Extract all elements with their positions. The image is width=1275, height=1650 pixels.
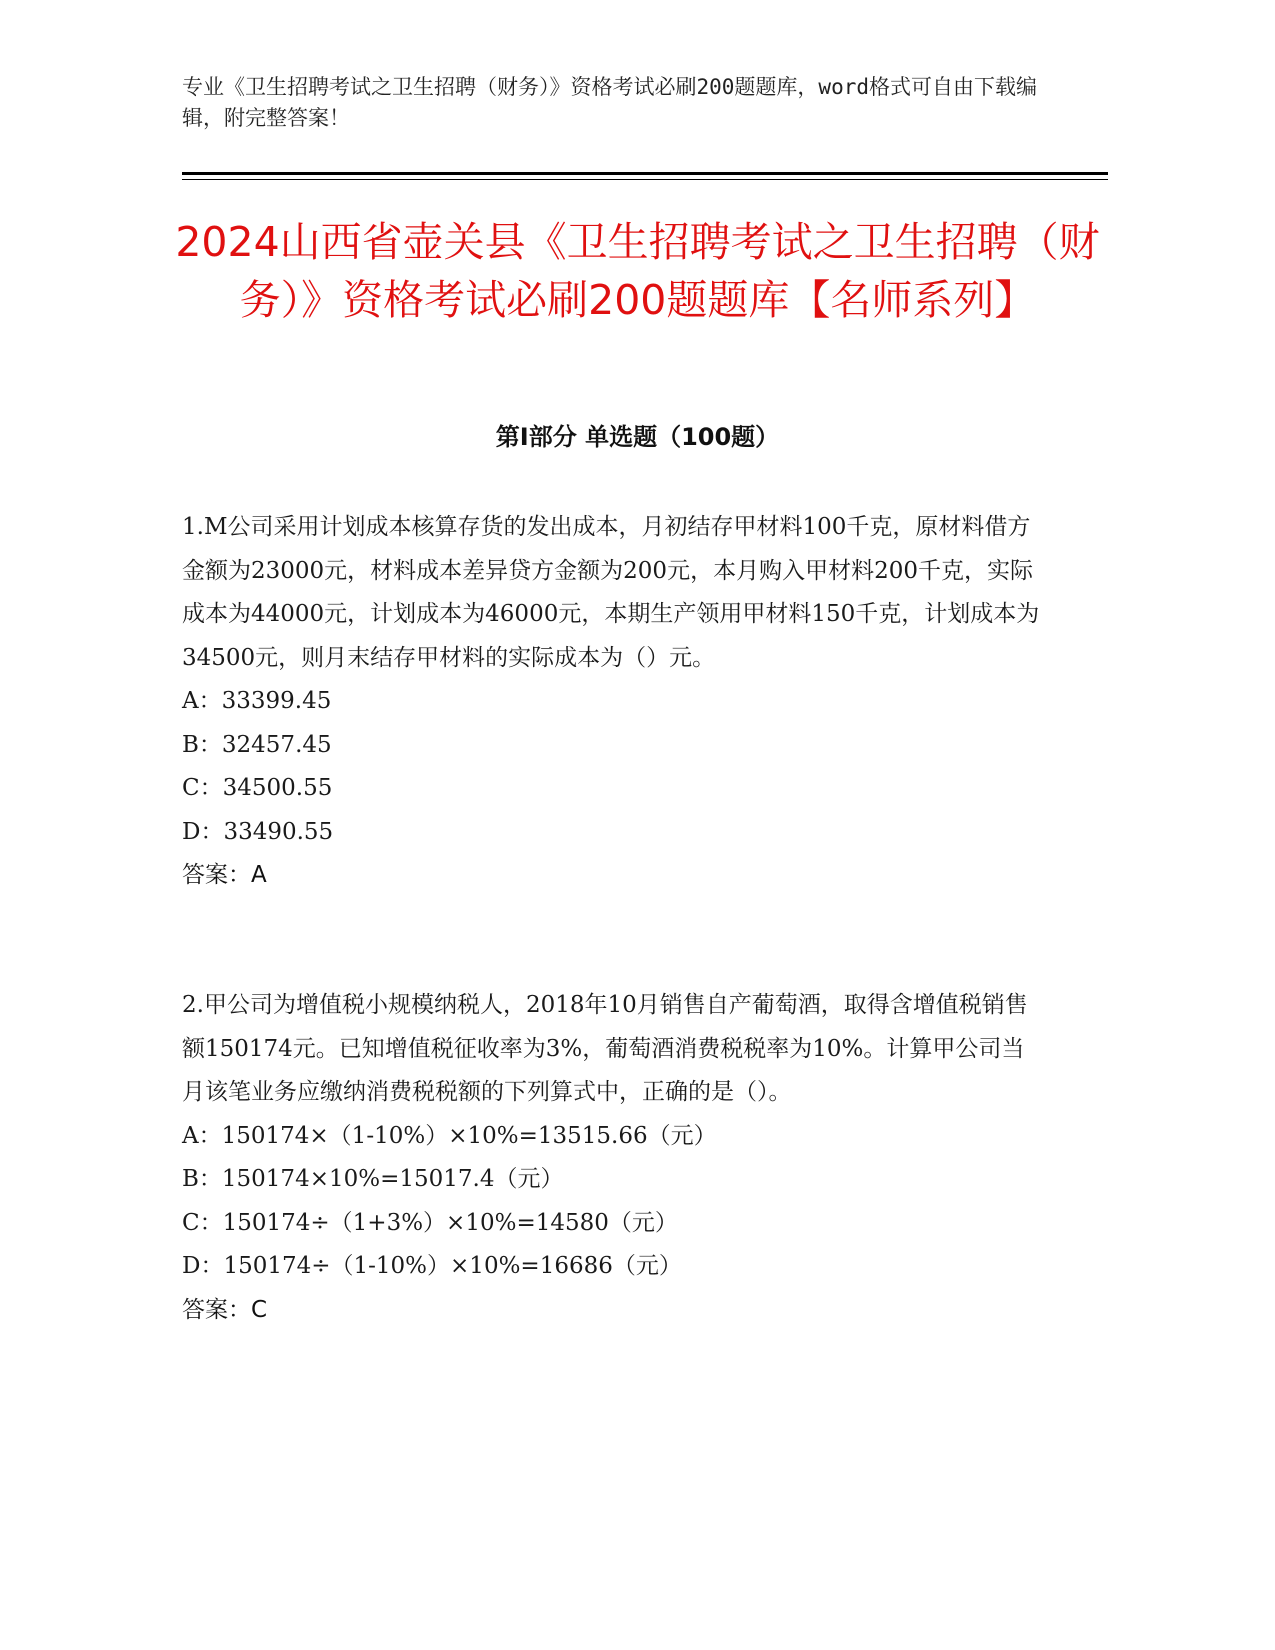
option-c: C：34500.55 — [182, 775, 333, 801]
option-a: A：150174×（1-10%）×10%=13515.66（元） — [182, 1122, 717, 1149]
section-heading: 第I部分 单选题（100题） — [495, 423, 780, 451]
document-title: 2024山西省壶关县《卫生招聘考试之卫生招聘（财务）》资格考试必刷200题题库【名师系列】 — [175, 218, 1100, 324]
header-rule-thin — [182, 179, 1108, 180]
option-d: D：33490.55 — [182, 818, 334, 845]
answer-line: 答案：A — [182, 862, 267, 888]
option-a: A：33399.45 — [182, 688, 332, 714]
question-1 — [182, 506, 1042, 898]
option-b: B：32457.45 — [182, 731, 332, 758]
option-c: C：150174÷（1+3%）×10%=14580（元） — [182, 1209, 678, 1236]
question-stem: 2.甲公司为增值税小规模纳税人，2018年10月销售自产葡萄酒，取得含增值税销售额150174元。已知增值税征收率为3%，葡萄酒消费税税率为10%。计算甲公司当月该笔业务应缴纳消费税税额的下列算式中，正确的是（）。 — [182, 992, 1028, 1105]
answer-line: 答案：C — [182, 1296, 268, 1323]
option-b: B：150174×10%=15017.4（元） — [182, 1166, 564, 1192]
header-rule-thick — [182, 172, 1108, 175]
question-2 — [182, 984, 1042, 1332]
question-stem: 1.M公司采用计划成本核算存货的发出成本，月初结存甲材料100千克，原材料借方金额为23000元，材料成本差异贷方金额为200元，本月购入甲材料200千克，实际成本为44000元，计划成本为46000元，本期生产领用甲材料150千克，计划成本为34500元，则月末结存甲材料的实际成本为（）元。 — [182, 514, 1040, 671]
option-d: D：150174÷（1-10%）×10%=16686（元） — [182, 1253, 682, 1279]
header-note: 专业《卫生招聘考试之卫生招聘（财务）》资格考试必刷200题题库，word格式可自由下载编辑，附完整答案！ — [182, 75, 1037, 130]
